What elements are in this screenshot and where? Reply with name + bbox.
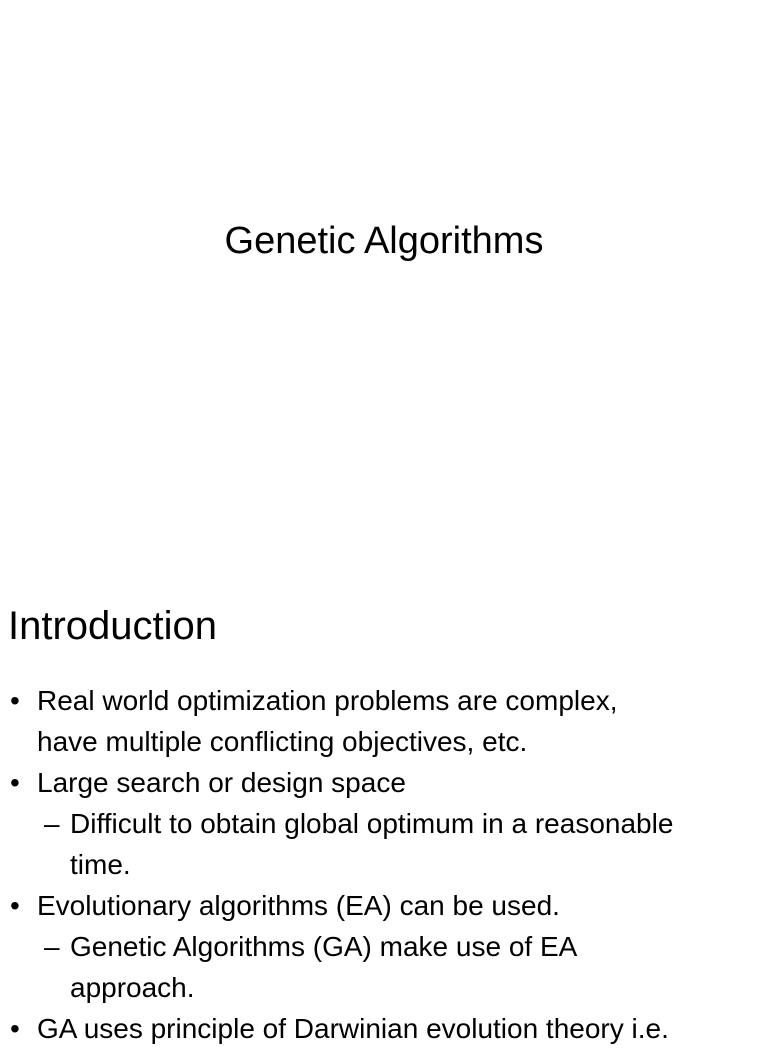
sub-bullet-text: approach.: [70, 972, 195, 1003]
sub-bullet-text: Genetic Algorithms (GA) make use of EA: [70, 931, 578, 962]
slide-introduction: [0, 560, 768, 1044]
bullet-list: [0, 680, 768, 1049]
bullet-item: [0, 885, 768, 926]
bullet-text: Real world optimization problems are complex,: [37, 685, 618, 716]
sub-bullet-continuation: [0, 967, 768, 1008]
bullet-text: GA uses principle of Darwinian evolution theory i.e.: [37, 1013, 669, 1044]
bullet-continuation: [0, 721, 768, 762]
bullet-text: Evolutionary algorithms (EA) can be used.: [37, 890, 560, 921]
dash-icon: –: [44, 931, 60, 962]
slide-title-text: Genetic Algorithms: [224, 220, 544, 262]
bullet-text: Large search or design space: [37, 767, 406, 798]
bullet-item: [0, 762, 768, 803]
sub-bullet-text: time.: [70, 849, 131, 880]
sub-bullet-text: Difficult to obtain global optimum in a reasonable: [70, 808, 674, 839]
dash-icon: –: [44, 808, 60, 839]
bullet-icon: •: [10, 1013, 20, 1044]
bullet-icon: •: [10, 890, 20, 921]
bullet-icon: •: [10, 767, 20, 798]
bullet-item: [0, 1008, 768, 1049]
sub-bullet-item: [0, 803, 768, 844]
bullet-icon: •: [10, 685, 20, 716]
slide-heading: Introduction: [8, 604, 218, 648]
bullet-text: have multiple conflicting objectives, etc.: [37, 726, 528, 757]
bullet-item: [0, 680, 768, 721]
sub-bullet-continuation: [0, 844, 768, 885]
sub-bullet-item: [0, 926, 768, 967]
